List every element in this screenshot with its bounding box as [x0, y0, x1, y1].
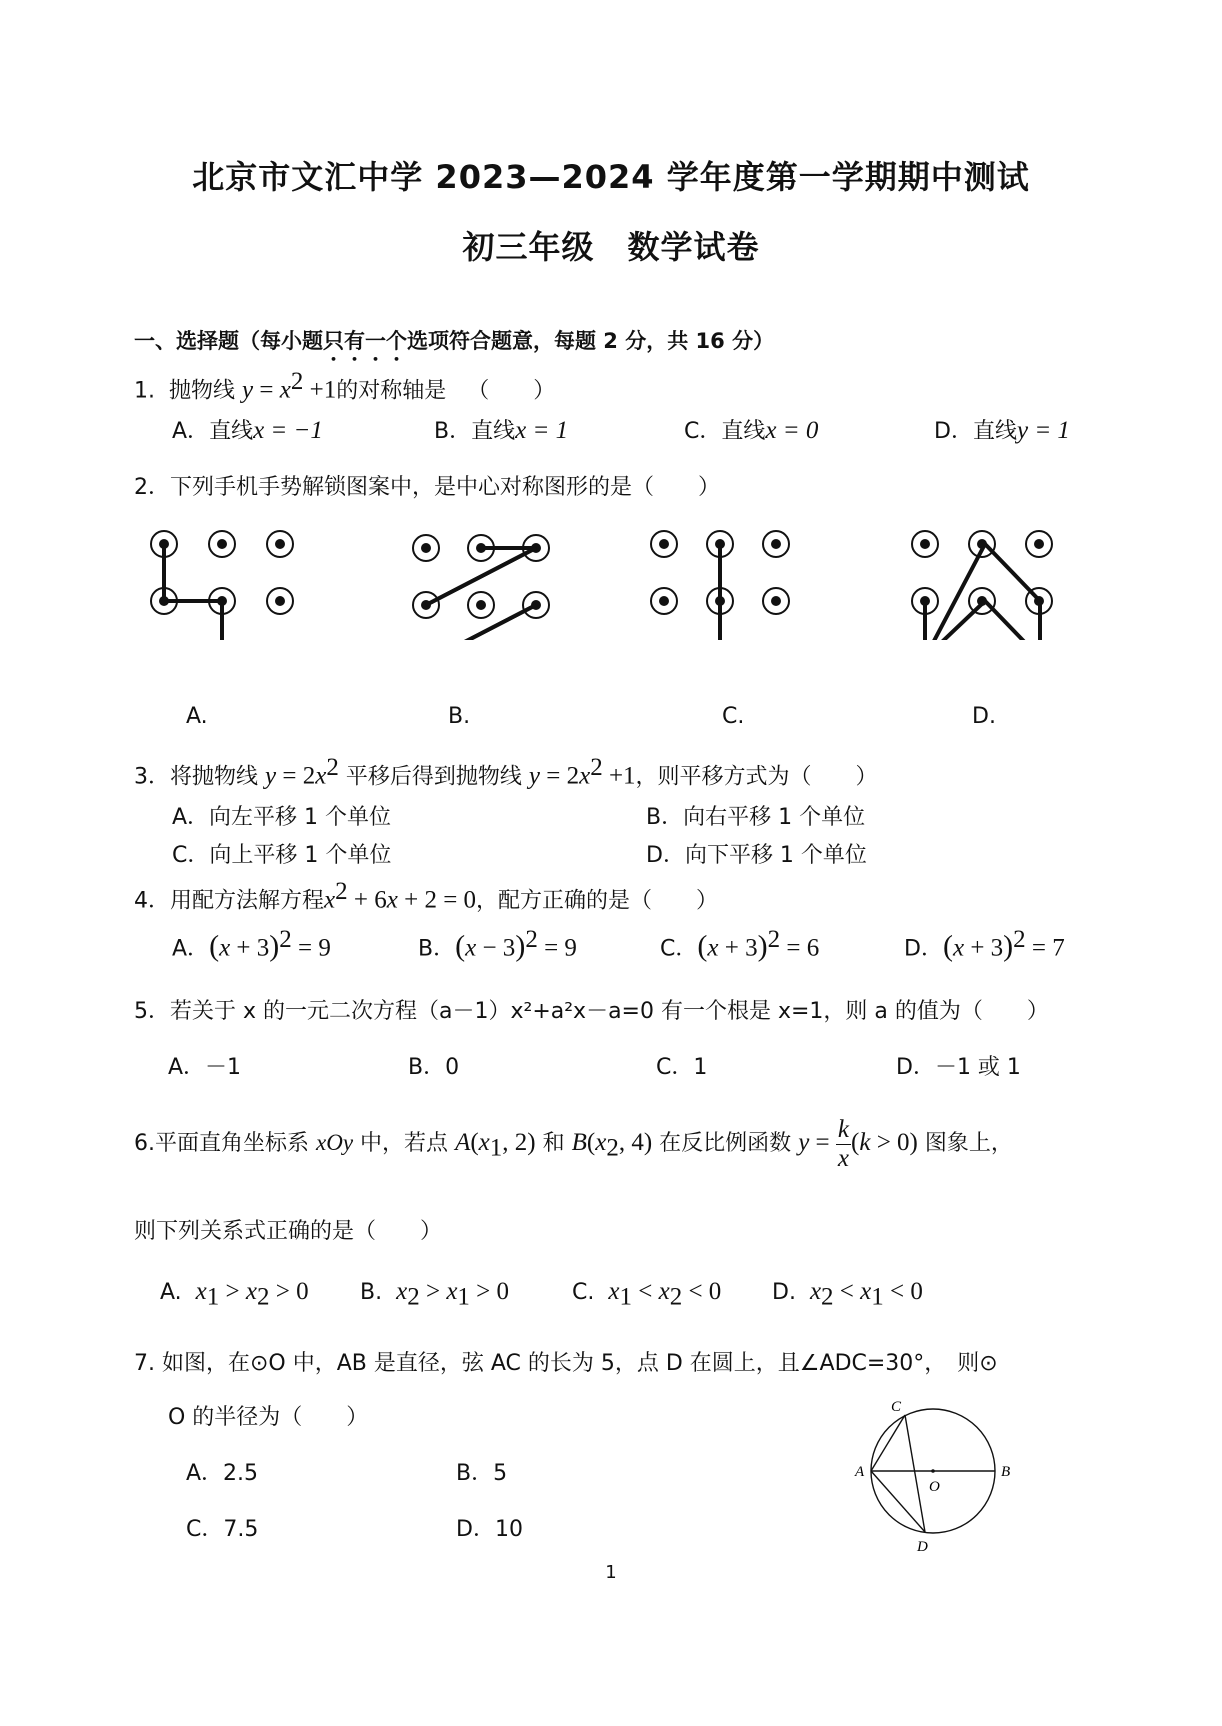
pattern-dot — [421, 543, 431, 553]
question-1: 1. 抛物线 $y = x^2 +1$的对称轴是 （ ） — [134, 368, 556, 404]
q4-option-d: D．$(x + 3)^2 = 7$ — [904, 926, 1065, 963]
q6-option-c: C. $x_1 < x_2 < 0$ — [572, 1278, 722, 1311]
q6-option-a: A. $x_1 > x_2 > 0$ — [160, 1278, 309, 1311]
pattern-dot — [659, 596, 669, 606]
page-number: 1 — [605, 1562, 617, 1583]
q4-option-a: A．$(x + 3)^2 = 9$ — [172, 926, 331, 963]
pattern-dot — [476, 600, 486, 610]
point-o-label: O — [929, 1479, 940, 1495]
q1-option-c: C．直线x = 0 — [684, 417, 819, 444]
q5-option-c: C．1 — [656, 1055, 708, 1080]
q7-option-c: C．7.5 — [186, 1517, 259, 1542]
point-c-label: C — [891, 1399, 902, 1415]
q4-option-b: B．$(x - 3)^2 = 9$ — [418, 926, 577, 963]
q4-option-c: C．$(x + 3)^2 = 6$ — [660, 926, 820, 963]
pattern-dot — [920, 539, 930, 549]
pattern-dot — [217, 539, 227, 549]
question-6-line2: 则下列关系式正确的是（ ） — [134, 1219, 443, 1244]
q1-option-d: D．直线y = 1 — [934, 417, 1070, 444]
q1-option-b: B．直线x = 1 — [434, 417, 569, 444]
question-2: 2．下列手机手势解锁图案中，是中心对称图形的是（ ） — [134, 475, 720, 500]
question-3: 3．将抛物线 $y = 2x^2$ 平移后得到抛物线 $y = 2x^2 +1$，则平移方式为（ ） — [134, 754, 878, 790]
q3-option-c: C．向上平移 1 个单位 — [172, 843, 392, 868]
question-7-line2: O 的半径为（ ） — [168, 1405, 369, 1430]
pattern-dot — [659, 539, 669, 549]
point-a-label: A — [855, 1464, 865, 1480]
q2-pattern-figures — [0, 520, 1222, 640]
pattern-dot — [275, 596, 285, 606]
q6-option-d: D. $x_2 < x_1 < 0$ — [772, 1278, 923, 1311]
q5-option-d: D．－1 或 1 — [896, 1055, 1021, 1080]
q2-label-c: C. — [722, 704, 745, 729]
q7-option-a: A．2.5 — [186, 1461, 259, 1486]
question-5: 5．若关于 x 的一元二次方程（a－1）x²+a²x－a=0 有一个根是 x=1，则 a 的值为（ ） — [134, 999, 1049, 1024]
q2-label-d: D. — [972, 704, 996, 729]
q2-label-b: B. — [448, 704, 471, 729]
q3-option-a: A．向左平移 1 个单位 — [172, 805, 392, 830]
q3-option-b: B．向右平移 1 个单位 — [646, 805, 866, 830]
point-b-label: B — [1001, 1464, 1011, 1480]
q5-option-b: B．0 — [408, 1055, 460, 1080]
point-d-label: D — [917, 1539, 928, 1555]
q3-option-d: D．向下平移 1 个单位 — [646, 843, 867, 868]
page-subtitle: 初三年级 数学试卷 — [462, 228, 760, 266]
question-6: 6.平面直角坐标系 xOy 中，若点 $A(x_1$, 2) 和 $B(x_2$, 4) 在反比例函数 y = $\frac{k}{x}$ (k > 0) 图象上， — [134, 1116, 1013, 1172]
question-4: 4．用配方法解方程$x^2 + 6x + 2 = 0$，配方正确的是（ ） — [134, 878, 719, 914]
question-7: 7. 如图，在⊙O 中，AB 是直径，弦 AC 的长为 5，点 D 在圆上，且∠ADC=30°， 则⊙ — [134, 1351, 998, 1376]
q2-label-a: A. — [186, 704, 208, 729]
pattern-dot — [771, 596, 781, 606]
pattern-dot — [1034, 539, 1044, 549]
q5-option-a: A．－1 — [168, 1055, 242, 1080]
q6-option-b: B. $x_2 > x_1 > 0$ — [360, 1278, 510, 1311]
q1-option-a: A．直线x = −1 — [172, 417, 323, 444]
q7-option-d: D．10 — [456, 1517, 523, 1542]
q7-option-b: B．5 — [456, 1461, 508, 1486]
pattern-dot — [275, 539, 285, 549]
pattern-dot — [771, 539, 781, 549]
q7-circle-figure — [845, 1395, 1045, 1565]
section-header: 一、选择题（每小题只有一个选项符合题意，每题 2 分，共 16 分） — [134, 329, 775, 353]
page-title: 北京市文汇中学 2023—2024 学年度第一学期期中测试 — [192, 158, 1030, 196]
